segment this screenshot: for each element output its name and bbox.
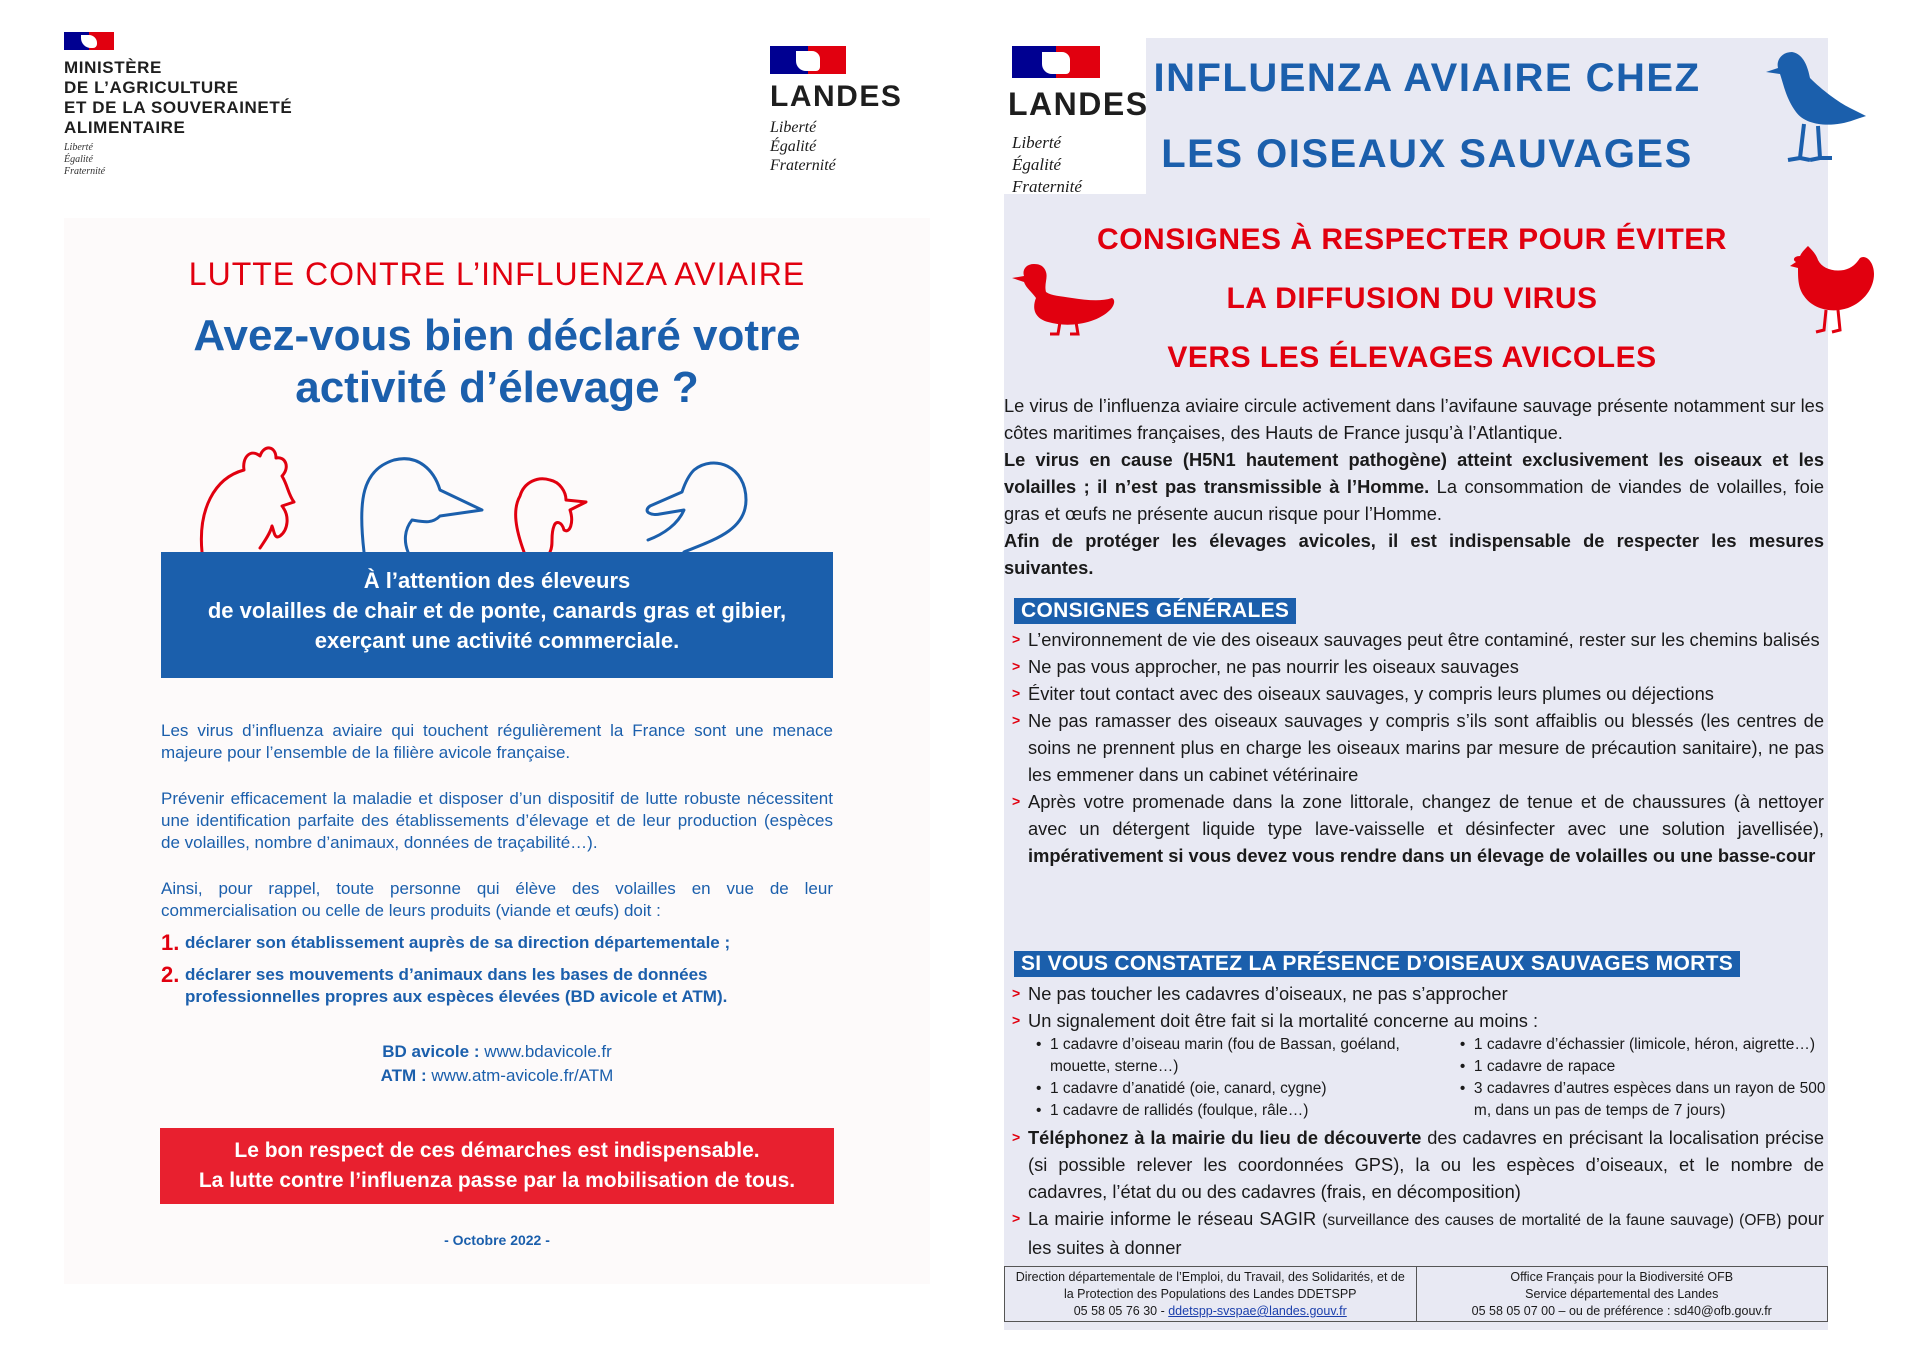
- dead-birds-list: [1012, 980, 1824, 1034]
- paragraph-prevention: Prévenir efficacement la maladie et disposer d’un dispositif de lutte robuste nécessitent une identification parfaite des établissements d’élevage et de leur production (espèces de volailles, nombre d’animaux, données de traçabilité…).: [161, 789, 833, 852]
- chevron-right-icon: >: [1012, 1129, 1021, 1145]
- duck-icon: [647, 463, 746, 552]
- step-item: [161, 964, 841, 1008]
- chevron-right-icon: >: [1012, 793, 1021, 809]
- threshold-item: • 1 cadavre d’anatidé (oie, canard, cygne): [1036, 1080, 1327, 1097]
- threshold-item: • 3 cadavres d’autres espèces dans un rayon de 500 m, dans un pas de temps de 7 jours): [1459, 1080, 1826, 1119]
- ministry-motto: Liberté Égalité Fraternité: [64, 142, 106, 177]
- poultry-illustration: [194, 430, 814, 554]
- prefecture-name: LANDES: [1008, 86, 1149, 122]
- atm-link[interactable]: www.atm-avicole.fr/ATM: [431, 1066, 614, 1085]
- contacts-footer: [1004, 1266, 1828, 1322]
- marianne-icon: [64, 32, 114, 50]
- list-item: > Un signalement doit être fait si la mortalité concerne au moins :: [1012, 1007, 1824, 1034]
- notice-intro: [1004, 392, 1824, 581]
- mortality-thresholds: [1036, 1034, 1826, 1122]
- threshold-item: • 1 cadavre de rallidés (foulque, râle…): [1036, 1102, 1309, 1119]
- ddetspp-contact: Direction départementale de l’Emploi, du Travail, des Solidarités, et de la Protection des Populations des Landes DDETSPP 05 58 05 76 30 - ddetspp-svspae@landes.gouv.fr: [1015, 1270, 1405, 1318]
- section-heading-general: CONSIGNES GÉNÉRALES: [1014, 598, 1296, 624]
- goose-icon: [362, 459, 482, 552]
- left-page: [0, 0, 952, 1357]
- chevron-right-icon: >: [1012, 712, 1021, 728]
- chicken-icon: [201, 448, 294, 552]
- chevron-right-icon: >: [1012, 985, 1021, 1001]
- step-number: 1.: [161, 930, 180, 955]
- thresholds-column: [1036, 1034, 1460, 1122]
- section-heading-dead-birds: SI VOUS CONSTATEZ LA PRÉSENCE D’OISEAUX SAUVAGES MORTS: [1014, 951, 1740, 977]
- step-number: 2.: [161, 962, 180, 987]
- link-label: BD avicole :: [382, 1042, 480, 1061]
- prefecture-logo: [770, 46, 902, 175]
- marianne-icon: [770, 46, 846, 74]
- intro-paragraph: Afin de protéger les élevages avicoles, il est indispensable de respecter les mesures suivantes.: [1004, 530, 1824, 578]
- list-item: > Ne pas ramasser des oiseaux sauvages y compris s’ils sont affaiblis ou blessés (les centres de soins ne prennent plus en charge les oiseaux marins par mesure de précaution sanitaire), ne pas les emmener dans un cabinet vétérinaire: [1012, 707, 1824, 788]
- seagull-icon: [1762, 46, 1868, 164]
- prefecture-motto: Liberté Égalité Fraternité: [1012, 133, 1082, 196]
- prefecture-name: LANDES: [770, 80, 903, 113]
- chevron-right-icon: >: [1012, 685, 1021, 701]
- turkey-icon: [516, 479, 586, 552]
- list-item: > Éviter tout contact avec des oiseaux sauvages, y compris leurs plumes ou déjections: [1012, 680, 1824, 707]
- step-text: déclarer ses mouvements d’animaux dans les bases de données professionnelles propres aux espèces élevées (BD avicole et ATM).: [185, 965, 728, 1006]
- link-label: ATM :: [380, 1066, 427, 1085]
- step-text: déclarer son établissement auprès de sa direction départementale ;: [185, 933, 731, 952]
- ofb-contact: Office Français pour la Biodiversité OFB Service départemental des Landes 05 58 05 07 00 – ou de préférence : sd40@ofb.gouv.fr: [1416, 1267, 1828, 1321]
- poster-title: Avez-vous bien déclaré votre activité d’élevage ?: [193, 311, 801, 412]
- hen-icon: [1790, 244, 1876, 336]
- chevron-right-icon: >: [1012, 631, 1021, 647]
- marianne-icon: [1012, 46, 1100, 78]
- attention-banner: À l’attention des éleveurs de volailles de chair et de ponte, canards gras et gibier, exerçant une activité commerciale.: [161, 552, 833, 678]
- paragraph-threat: Les virus d’influenza aviaire qui touchent régulièrement la France sont une menace majeure pour l’ensemble de la filière avicole française.: [161, 721, 833, 762]
- list-item: > La mairie informe le réseau SAGIR (surveillance des causes de mortalité de la faune sauvage) (OFB) pour les suites à donner: [1012, 1205, 1824, 1261]
- poster-kicker: LUTTE CONTRE L’INFLUENZA AVIAIRE: [188, 256, 806, 292]
- right-page: [952, 0, 1920, 1357]
- paragraph-reminder: Ainsi, pour rappel, toute personne qui élève des volailles en vue de leur commercialisation ou celle de leurs produits (viande et œufs) doit :: [161, 879, 833, 920]
- list-item: > Après votre promenade dans la zone littorale, changez de tenue et de chaussures (à nettoyer avec un détergent liquide type lave-vaisselle et désinfecter avec une solution javellisée), impérativement si vous devez vous rendre dans un élevage de volailles ou une basse-cour: [1012, 788, 1824, 869]
- threshold-item: • 1 cadavre d’échassier (limicole, héron, aigrette…): [1459, 1036, 1816, 1053]
- declaration-poster: [64, 218, 930, 1284]
- chevron-right-icon: >: [1012, 1210, 1021, 1226]
- threshold-item: • 1 cadavre de rapace: [1459, 1058, 1616, 1075]
- notice-title: INFLUENZA AVIAIRE CHEZ LES OISEAUX SAUVAGES: [1153, 56, 1701, 176]
- threshold-item: • 1 cadavre d’oiseau marin (fou de Bassan, goéland, mouette, sterne…): [1036, 1036, 1400, 1075]
- thresholds-column: [1460, 1034, 1826, 1122]
- step-item: [161, 932, 841, 954]
- database-links: [161, 1040, 833, 1088]
- dead-birds-actions: [1012, 1124, 1824, 1261]
- chevron-right-icon: >: [1012, 1012, 1021, 1028]
- chevron-right-icon: >: [1012, 658, 1021, 674]
- list-item: > Ne pas toucher les cadavres d’oiseaux, ne pas s’approcher: [1012, 980, 1824, 1007]
- prefecture-motto: Liberté Égalité Fraternité: [770, 119, 836, 174]
- intro-paragraph: Le virus en cause (H5N1 hautement pathogène) atteint exclusivement les oiseaux et les volailles ; il n’est pas transmissible à l’Homme. La consommation de viandes de volailles, foie gras et œufs ne présente aucun risque pour l’Homme.: [1004, 449, 1824, 524]
- warning-banner: Le bon respect de ces démarches est indispensable. La lutte contre l’influenza passe par la mobilisation de tous.: [160, 1128, 834, 1204]
- intro-paragraph: Le virus de l’influenza aviaire circule activement dans l’avifaune sauvage présente notamment sur les côtes maritimes françaises, des Hauts de France jusqu’à l’Atlantique.: [1004, 395, 1824, 443]
- ddetspp-email-link[interactable]: ddetspp-svspae@landes.gouv.fr: [1168, 1304, 1347, 1318]
- poster-date: - Octobre 2022 -: [444, 1232, 550, 1248]
- list-item: > Téléphonez à la mairie du lieu de découverte des cadavres en précisant la localisation précise (si possible relever les coordonnées GPS), la ou les espèces d’oiseaux, et le nombre de cadavres, l’état du ou des cadavres (frais, en décomposition): [1012, 1124, 1824, 1205]
- prefecture-logo: [1004, 38, 1149, 196]
- bdavicole-link[interactable]: www.bdavicole.fr: [484, 1042, 612, 1061]
- list-item: > Ne pas vous approcher, ne pas nourrir les oiseaux sauvages: [1012, 653, 1824, 680]
- ministry-name: MINISTÈRE DE L’AGRICULTURE ET DE LA SOUVERAINETÉ ALIMENTAIRE: [64, 58, 293, 137]
- notice-subtitle: CONSIGNES À RESPECTER POUR ÉVITER LA DIFFUSION DU VIRUS VERS LES ÉLEVAGES AVICOLES: [1097, 223, 1727, 374]
- general-rules-list: [1012, 626, 1824, 869]
- list-item: > L’environnement de vie des oiseaux sauvages peut être contaminé, rester sur les chemins balisés: [1012, 626, 1824, 653]
- ministry-logo: [64, 32, 292, 178]
- duck-icon: [1012, 256, 1116, 336]
